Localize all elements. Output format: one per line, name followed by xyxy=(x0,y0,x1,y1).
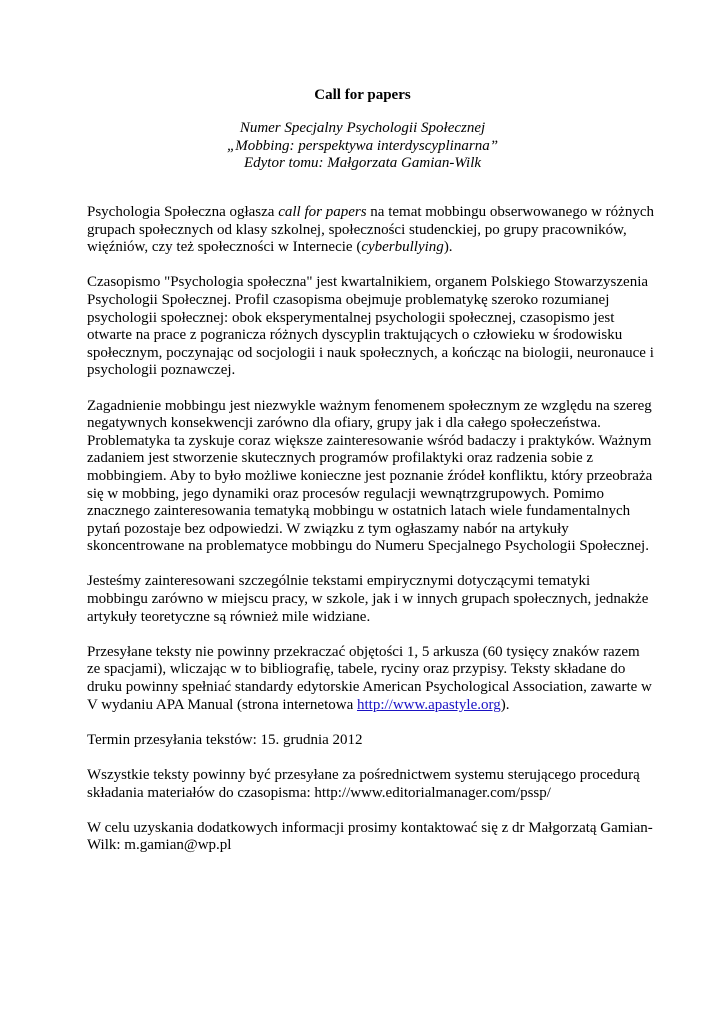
text-line: W celu uzyskania dodatkowych informacji prosimy kontaktować się z dr Małgorzatą Gamian- xyxy=(87,819,653,836)
text-line: grupach społecznych od klasy szkolnej, społeczności studenckiej, po grupy pracowników, xyxy=(87,221,627,238)
paragraph-submission-rules xyxy=(87,643,652,714)
paragraph-contact xyxy=(87,819,653,855)
text-line: pytań pozostaje bez odpowiedzi. W związku z tym ogłaszamy nabór na artykuły xyxy=(87,520,569,537)
text-line: Termin przesyłania tekstów: 15. grudnia 2012 xyxy=(87,731,363,748)
text-line: Wilk: m.gamian@wp.pl xyxy=(87,837,232,854)
text-line: Psychologii Społecznej. Profil czasopisma obejmuje problematykę szeroko rozumianej xyxy=(87,291,610,308)
text-line: się w mobbing, jego dynamiki oraz procesów regulacji wewnątrzgrupowych. Pomimo xyxy=(87,485,604,502)
paragraph-interests xyxy=(87,573,647,626)
call-for-papers-emphasis: call for papers xyxy=(278,204,367,220)
text-line: mobbingiem. Aby to było możliwe konieczne jest poznanie źródeł konfliktu, który przeobraża xyxy=(87,467,653,484)
text-line: składania materiałów do czasopisma: http://www.editorialmanager.com/pssp/ xyxy=(87,784,551,801)
text-line: zadaniem jest stworzenie skutecznych programów profilaktyki oraz radzenia sobie z xyxy=(87,450,594,467)
text-line: Zagadnienie mobbingu jest niezwykle ważnym fenomenem społecznym ze względu na szereg xyxy=(87,397,652,414)
text-line: skoncentrowane na problematyce mobbingu do Numeru Specjalnego Psychologii Społecznej. xyxy=(87,538,649,555)
paragraph-deadline xyxy=(87,732,647,750)
subtitle-editor: Edytor tomu: Małgorzata Gamian-Wilk xyxy=(243,155,482,171)
text-line: Jesteśmy zainteresowani szczególnie tekstami empirycznymi dotyczącymi tematyki xyxy=(87,573,591,590)
text-line: Czasopismo "Psychologia społeczna" jest kwartalnikiem, organem Polskiego Stowarzyszenia xyxy=(87,274,649,291)
page-title: Call for papers xyxy=(314,87,411,103)
text-line: więźniów, czy też społeczności w Internecie (cyberbullying). xyxy=(87,239,453,256)
text-line: Wszystkie teksty powinny być przesyłane za pośrednictwem systemu sterującego procedurą xyxy=(87,767,640,783)
text-line: psychologii społecznej: obok eksperymentalnej psychologii społecznej, czasopismo jest xyxy=(87,309,615,326)
text-line: Problematyka ta zyskuje coraz większe zainteresowanie wśród badaczy i praktyków. Ważnym xyxy=(87,432,652,449)
paragraph-journal xyxy=(87,274,654,380)
text-line: Przesyłane teksty nie powinny przekraczać objętości 1, 5 arkusza (60 tysięcy znaków razem xyxy=(87,643,640,660)
text-line: Psychologia Społeczna ogłasza call for papers na temat mobbingu obserwowanego w różnych xyxy=(87,204,654,220)
paragraph-mobbing xyxy=(87,397,653,556)
text-line: druku powinny spełniać standardy edytorskie American Psychological Association, zawarte w xyxy=(87,679,652,696)
subtitle-topic: „Mobbing: perspektywa interdyscyplinarna” xyxy=(226,137,499,154)
text-line: znacznego zainteresowania tematyką mobbingu w ostatnich latach wiele fundamentalnych xyxy=(87,503,631,520)
document-body xyxy=(87,204,654,873)
text-line: V wydaniu APA Manual (strona internetowa http://www.apastyle.org). xyxy=(87,696,510,713)
paragraph-submission-system xyxy=(87,767,647,802)
subtitle-block xyxy=(0,120,725,173)
text-line: psychologii poznawczej. xyxy=(87,362,236,379)
paragraph-intro xyxy=(87,204,654,257)
text-line: artykuły teoretyczne są również mile widziane. xyxy=(87,608,371,625)
apastyle-link[interactable]: http://www.apastyle.org xyxy=(356,696,501,713)
text-line: społecznym, poczynając od socjologii i nauk społecznych, a kończąc na biologii, neuronauce i xyxy=(87,344,654,361)
cyberbullying-emphasis: cyberbullying xyxy=(361,239,444,256)
text-line: ze spacjami), wliczając w to bibliografię, tabele, ryciny oraz przypisy. Teksty składane do xyxy=(87,661,626,678)
text-line: negatywnych konsekwencji zarówno dla ofiary, grupy jak i dla całego społeczeństwa. xyxy=(87,415,601,432)
text-line: otwarte na prace z pogranicza różnych dyscyplin traktujących o człowieku w środowisku xyxy=(87,327,623,344)
subtitle-issue: Numer Specjalny Psychologii Społecznej xyxy=(239,120,486,136)
text-line: mobbingu zarówno w miejscu pracy, w szkole, jak i w innych grupach społecznych, jednakże xyxy=(87,591,649,608)
